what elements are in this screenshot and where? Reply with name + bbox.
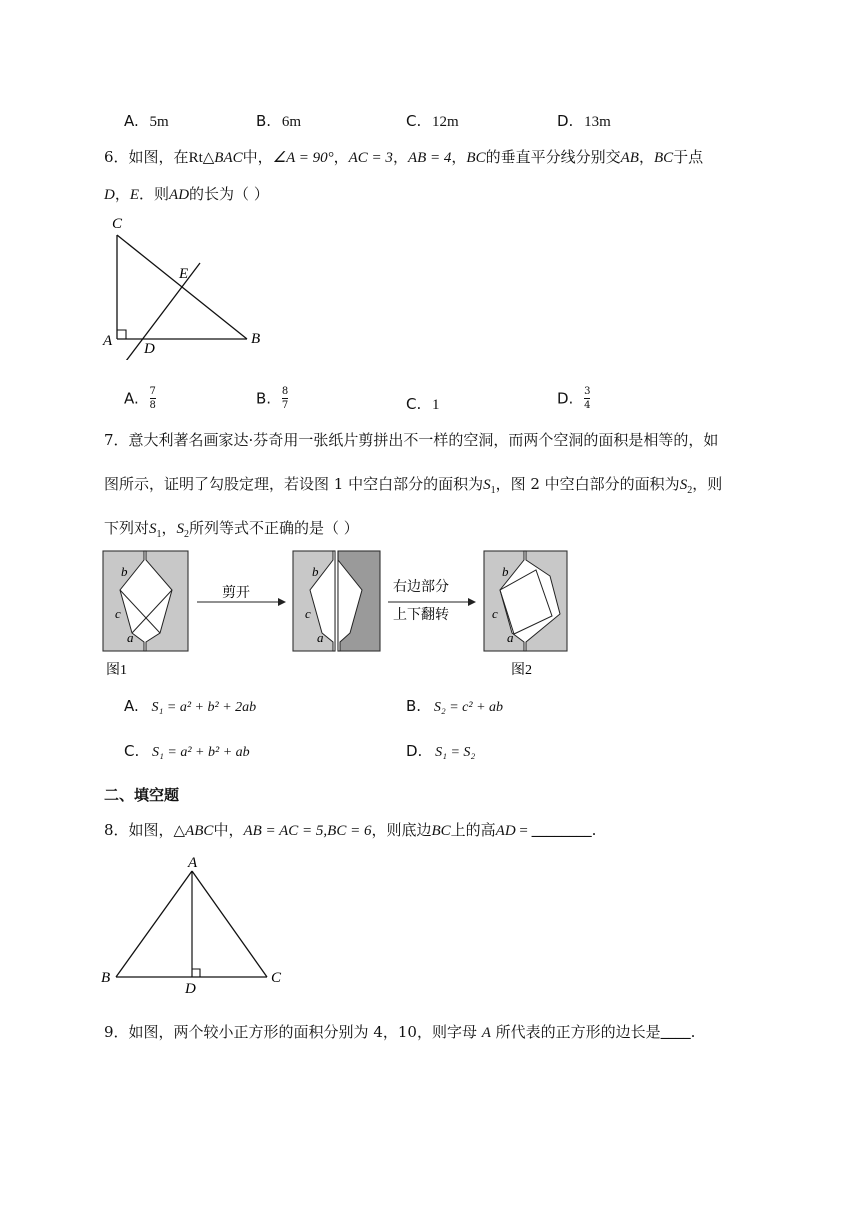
flip-label-1: 右边部分 [393,580,449,595]
label-c: C [271,970,282,986]
label-d: D [144,341,155,357]
label-c: C [112,216,123,232]
q9-line [104,1022,695,1043]
label-a: A [188,855,198,871]
label-a: A [103,333,113,349]
side-b-label: b [502,564,509,579]
figure-1-panel [103,551,188,651]
text: ，图 2 中空白部分的面积为 [495,475,680,493]
numerator: 8 [281,386,289,397]
numerator: 7 [149,386,156,397]
q6-option-c [406,395,440,414]
q7-option-a [124,697,256,716]
text: ， [114,185,130,203]
math-a: A [481,1025,491,1041]
text: 中， [213,821,244,839]
math-s1: S [149,521,157,537]
math-bc: BC [466,150,486,166]
text: ．则 [139,185,170,203]
q7-line-2 [104,474,722,501]
option-value: 12m [432,114,459,130]
text: 9．如图，两个较小正方形的面积分别为 4，10，则字母 [104,1023,482,1041]
numerator: 3 [584,386,591,397]
math-angle: ∠A = 90° [272,150,334,166]
math-bc: BC [431,823,451,839]
text: 的长为（ ） [189,185,269,203]
text: . [690,1023,696,1041]
text: 中， [242,148,273,166]
math-d: D [104,187,115,203]
text: ，则底边 [371,821,432,839]
option-letter: C. [406,395,422,413]
denominator: 7 [281,400,289,411]
triangle-symbol: △ [173,821,186,839]
option-letter: A. [124,389,139,408]
math-abc: ABC [185,823,214,839]
q5-option-b [256,112,301,131]
option-letter: A. [124,112,139,130]
text: 上的高 [450,821,496,839]
option-letter: A. [124,697,139,715]
fraction [282,386,288,411]
answer-blank[interactable]: ________ [531,823,592,839]
side-c-label: c [115,606,121,621]
text: ，则 [692,475,723,493]
option-letter: C. [406,112,422,130]
text: ， [161,519,177,537]
text: 于点 [673,148,704,166]
math-ad: AD [495,823,516,839]
math-s2: S [176,521,185,537]
q6-option-a [124,386,156,411]
side-a-label: a [317,630,324,645]
section-title: 二、填空题 [104,786,180,804]
q5-option-c [406,112,459,131]
fraction [584,386,590,411]
option-expression: S₁ = S₂ [435,745,476,760]
subscript: 2 [687,485,693,496]
fraction [150,386,156,411]
triangle-symbol: △ [202,148,215,166]
q5-option-a [124,112,169,131]
q6-option-b [256,386,288,411]
option-value: 6m [281,114,302,130]
option-expression: S₁ = a² + b² + ab [152,745,250,760]
text: 所代表的正方形的边长是 [490,1023,661,1041]
option-letter: B. [256,112,272,130]
math-ab2: AB [620,150,639,166]
text: . [591,821,597,839]
q7-line-3 [104,518,359,545]
side-b-label: b [312,564,319,579]
denominator: 8 [149,400,156,411]
flip-label-2: 上下翻转 [393,608,449,623]
option-letter: C. [124,742,140,760]
side-a-label: a [127,630,134,645]
label-e: E [179,266,189,282]
q5-option-d [557,112,611,131]
q8-line [104,820,596,841]
option-letter: D. [557,389,574,408]
side-c-label: c [305,606,311,621]
option-value: 1 [432,397,440,413]
q6-triangle-figure [95,210,275,360]
subscript: 1 [490,485,496,496]
subscript: 2 [184,529,190,540]
math-e: E [129,187,140,203]
side-b-label: b [121,564,128,579]
math-bc2: BC [653,150,674,166]
q6-line-2 [104,184,269,205]
text: 8．如图， [104,821,174,839]
option-letter: D. [557,112,574,130]
text: 如图，在 [128,148,189,166]
cut-panel [293,551,380,651]
option-expression: S₂ = c² + ab [433,700,504,715]
q7-paper-cut-figure [100,548,580,684]
q7-option-c [124,742,250,761]
option-letter: B. [406,697,422,715]
denominator: 4 [584,400,591,411]
q7-option-d [406,742,475,761]
rt: Rt [188,150,203,166]
math-ac: AC = 3 [348,150,393,166]
option-expression: S₁ = a² + b² + 2ab [151,700,257,715]
subscript: 1 [156,529,162,540]
option-value: 5m [149,114,169,130]
side-c-label: c [492,606,498,621]
equals: = [515,823,532,839]
q7-line-1: 7．意大利著名画家达·芬奇用一张纸片剪拼出不一样的空洞，而两个空洞的面积是相等的，如 [104,431,719,449]
math-s2: S [679,477,688,493]
q7-option-b [406,697,503,716]
q6-line-1: 6．如图，在Rt△BAC中，∠A = 90°，AC = 3，AB = 4，BC的垂直平分线分别交AB，BC于点 [104,148,704,166]
figure-2-panel [484,551,567,651]
q6-option-d [557,386,590,411]
option-letter: B. [256,389,272,408]
math-s1: S [483,477,491,493]
q8-isosceles-triangle-figure [95,850,295,1000]
text: 下列对 [104,519,150,537]
math-ab: AB = 4 [407,150,452,166]
text: 图所示，证明了勾股定理，若设图 1 中空白部分的面积为 [104,475,484,493]
math-condition: AB = AC = 5,BC = 6 [243,823,372,839]
label-d: D [185,981,196,997]
label-b: B [101,970,111,986]
option-letter: D. [406,742,423,760]
text: 所列等式不正确的是（ ） [189,519,359,537]
option-value: 13m [584,114,611,130]
question-number: 6． [104,148,129,166]
text: 的垂直平分线分别交 [485,148,621,166]
fig2-caption: 图2 [511,663,532,678]
side-a-label: a [507,630,514,645]
text: ， [638,148,654,166]
math-ad: AD [169,187,190,203]
math-bac: BAC [214,150,243,166]
label-b: B [251,331,261,347]
cut-label: 剪开 [222,586,250,601]
fig1-caption: 图1 [106,663,127,678]
answer-blank[interactable]: ____ [660,1025,691,1041]
